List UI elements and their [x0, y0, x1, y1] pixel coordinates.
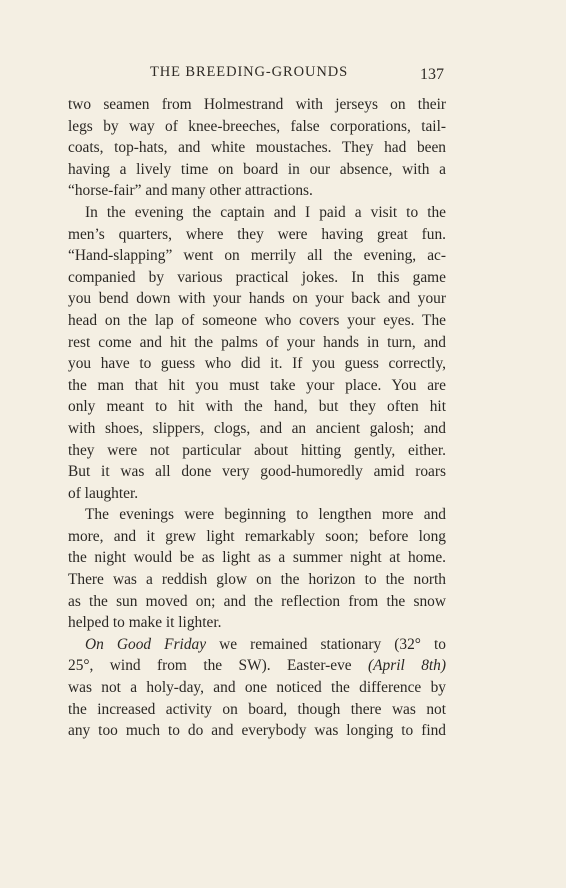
text-line: as the sun moved on; and the reflection from the snow [68, 592, 446, 610]
text-line: But it was all done very good-humoredly amid roars [68, 463, 446, 481]
text-line: rest come and hit the palms of your hands in turn, and [68, 333, 446, 351]
running-header [0, 64, 566, 86]
page-number: 137 [420, 66, 444, 83]
text-line: “horse-fair” and many other attractions. [68, 182, 313, 200]
text-line: men’s quarters, where they were having great fun. [68, 225, 446, 243]
text-line: coats, top-hats, and white moustaches. They had been [68, 139, 446, 157]
text-line: the night would be as light as a summer night at home. [68, 549, 446, 567]
text-line: with shoes, slippers, clogs, and an ancient galosh; and [68, 419, 446, 437]
text-line: more, and it grew light remarkably soon; before long [68, 527, 446, 545]
text-line: the man that hit you must take your place. You are [68, 376, 446, 394]
text-line: two seamen from Holmestrand with jerseys on their [68, 96, 446, 113]
text-line: you bend down with your hands on your back and your [68, 290, 446, 308]
text-line: having a lively time on board in our absence, with a [68, 160, 446, 178]
text-line: head on the lap of someone who covers your eyes. The [68, 311, 446, 329]
text-run: we remained stationary (32° to [206, 635, 446, 653]
text-run: 25°, wind from the SW). Easter-eve [68, 657, 369, 675]
text-line: the increased activity on board, though there was not [68, 700, 446, 718]
body-text [68, 94, 446, 742]
text-line [68, 655, 446, 677]
running-title: THE BREEDING-GROUNDS [150, 64, 349, 80]
text-line: you have to guess who did it. If you guess correctly, [68, 355, 446, 373]
text-line: they were not particular about hitting gently, either. [68, 441, 446, 459]
text-line: was not a holy-day, and one noticed the difference by [68, 679, 446, 697]
text-line: any too much to do and everybody was longing to find [68, 722, 446, 740]
text-line: The evenings were beginning to lengthen more and [85, 506, 446, 524]
text-line: There was a reddish glow on the horizon to the north [68, 571, 446, 589]
text-line: only meant to hit with the hand, but they often hit [68, 398, 446, 416]
text-line: legs by way of knee-breeches, false corporations, tail- [68, 117, 446, 135]
text-line: In the evening the captain and I paid a visit to the [85, 203, 446, 221]
text-line: helped to make it lighter. [68, 614, 222, 632]
text-line [68, 634, 446, 656]
text-line: of laughter. [68, 484, 139, 502]
text-line: “Hand-slapping” went on merrily all the evening, ac- [68, 247, 446, 265]
italic-phrase: On Good Friday [85, 635, 207, 653]
text-line: companied by various practical jokes. In this game [68, 268, 446, 286]
italic-phrase: (April 8th) [368, 657, 446, 675]
